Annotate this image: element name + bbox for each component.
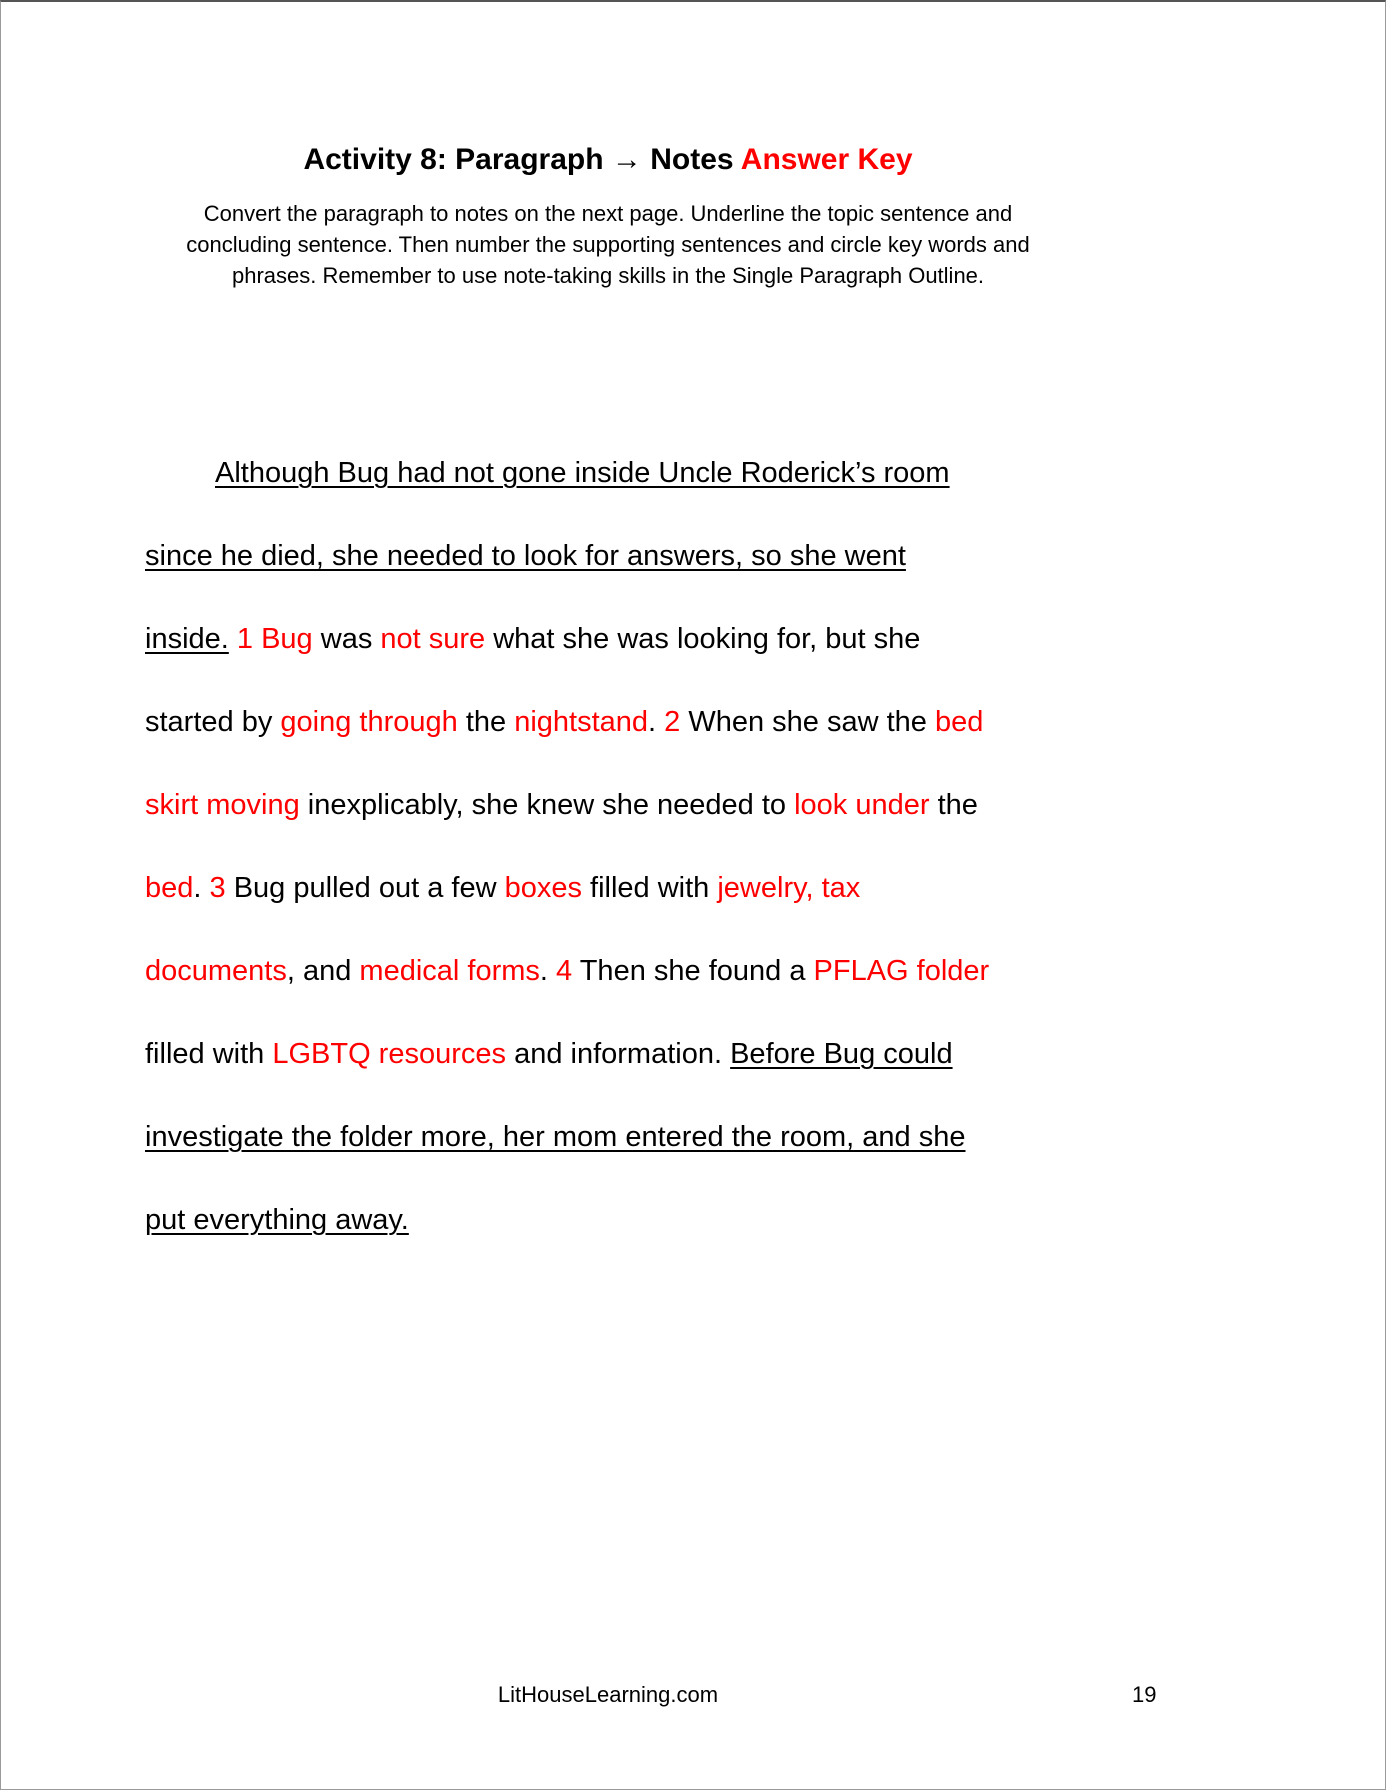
instructions-line: phrases. Remember to use note-taking skills in the Single Paragraph Outline.	[231, 263, 985, 288]
paragraph-segment: nightstand	[514, 706, 649, 738]
paragraph-line	[145, 1179, 1071, 1262]
page-title-answer-key: Answer Key	[740, 143, 913, 176]
paragraph-segment: bed	[935, 706, 984, 738]
paragraph-segment: investigate the folder more, her mom entered the room, and she	[145, 1121, 966, 1153]
page-title-black: Activity 8: Paragraph → Notes	[303, 143, 741, 176]
paragraph-line	[145, 515, 1071, 598]
paragraph-line	[145, 930, 1071, 1013]
paragraph-segment: .	[648, 706, 665, 738]
paragraph-segment: and information.	[506, 1038, 731, 1070]
paragraph-segment: bed	[145, 872, 194, 904]
paragraph-segment: When she saw the	[680, 706, 935, 738]
footer-site-link: LitHouseLearning.com	[497, 1682, 719, 1707]
paragraph-segment: Bug pulled out a few	[225, 872, 505, 904]
paragraph-segment: medical forms	[359, 955, 540, 987]
paragraph-segment: what she was looking for, but she	[485, 623, 921, 655]
paragraph-segment: Before Bug could	[730, 1038, 953, 1070]
paragraph-line	[145, 681, 1071, 764]
paragraph-segment: jewelry, tax	[717, 872, 861, 904]
paragraph-segment: put everything away.	[145, 1204, 409, 1236]
paragraph-segment: LGBTQ resources	[272, 1038, 507, 1070]
paragraph-segment: the	[457, 706, 515, 738]
paragraph-line	[145, 847, 1071, 930]
paragraph-line	[145, 598, 1071, 681]
instructions-line: Convert the paragraph to notes on the next page. Underline the topic sentence and	[203, 201, 1013, 226]
paragraph-segment: boxes	[504, 872, 582, 904]
paragraph-segment	[229, 623, 237, 655]
paragraph-segment: the	[929, 789, 978, 821]
paragraph-segment: 4	[556, 955, 573, 987]
paragraph-segment: 3	[209, 872, 226, 904]
instructions	[145, 198, 1071, 291]
paragraph-segment: inside.	[145, 623, 229, 655]
paragraph-segment: .	[539, 955, 557, 987]
paragraph-segment: inexplicably, she knew she needed to	[299, 789, 795, 821]
paragraph-segment: filled with	[581, 872, 718, 904]
paragraph-segment: 2	[664, 706, 681, 738]
paragraph-line	[145, 1096, 1071, 1179]
paragraph-line	[145, 1013, 1071, 1096]
paragraph-line	[145, 764, 1071, 847]
paragraph-segment: was	[312, 623, 381, 655]
paragraph-segment: PFLAG folder	[813, 955, 990, 987]
paragraph-segment: , and	[286, 955, 360, 987]
instructions-line: concluding sentence. Then number the supporting sentences and circle key words and	[186, 232, 1030, 257]
paragraph-segment: not sure	[380, 623, 486, 655]
paragraph-segment: skirt moving	[145, 789, 300, 821]
paragraph-segment: 1 Bug	[236, 623, 313, 655]
paragraph-segment: started by	[145, 706, 281, 738]
paragraph	[145, 432, 1071, 1262]
paragraph-line	[145, 432, 1071, 515]
paragraph-segment: look under	[794, 789, 930, 821]
paragraph-segment: Although Bug had not gone inside Uncle Roderick’s room	[215, 457, 950, 489]
paragraph-segment: .	[193, 872, 210, 904]
paragraph-segment: filled with	[145, 1038, 273, 1070]
paragraph-segment: Then she found a	[572, 955, 814, 987]
page-number: 19	[1132, 1682, 1157, 1707]
paragraph-segment: going through	[280, 706, 458, 738]
paragraph-segment: documents	[145, 955, 287, 987]
page-title	[145, 142, 1071, 178]
paragraph-segment: since he died, she needed to look for answers, so she went	[145, 540, 906, 572]
